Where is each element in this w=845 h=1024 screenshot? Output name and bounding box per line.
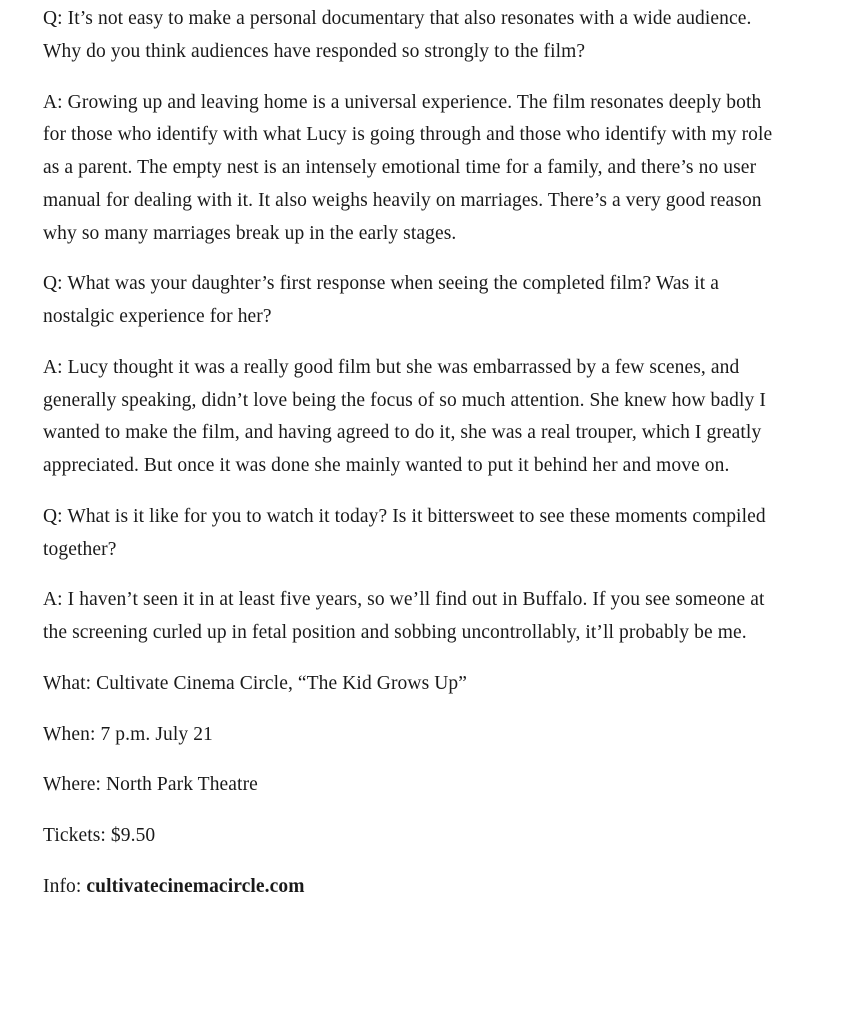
qa-answer-2: A: Lucy thought it was a really good film but she was embarrassed by a few scenes, and generally speaking, didn’t love being the focus of so much attention. She knew how badly I wanted to make the film, and having agreed to do it, she was a real trouper, which I greatly appreciated. But once it was done she mainly wanted to put it behind her and move on. — [43, 356, 766, 476]
qa-answer-1: A: Growing up and leaving home is a universal experience. The film resonates deeply both for those who identify with what Lucy is going through and those who identify with my role as a parent. The empty nest is an intensely emotional time for a family, and there’s no user manual for dealing with it. It also weighs heavily on marriages. There’s a very good reason why so many marriages break up in the early stages. — [43, 91, 773, 244]
event-info-line — [43, 871, 779, 904]
event-tickets-line: Tickets: $9.50 — [43, 825, 156, 846]
info-link[interactable]: cultivatecinemacircle.com — [86, 875, 305, 897]
qa-answer-3: A: I haven’t seen it in at least five years, so we’ll find out in Buffalo. If you see someone at the screening curled up in fetal position and sobbing uncontrollably, it’ll probably be me. — [43, 589, 765, 643]
qa-question-2: Q: What was your daughter’s first response when seeing the completed film? Was it a nostalgic experience for her? — [43, 273, 720, 327]
event-when-line: When: 7 p.m. July 21 — [43, 723, 213, 745]
qa-question-3: Q: What is it like for you to watch it today? Is it bittersweet to see these moments compiled together? — [43, 505, 766, 560]
qa-question-1: Q: It’s not easy to make a personal documentary that also resonates with a wide audience. Why do you think audiences have responded so strongly to the film? — [43, 8, 752, 62]
event-what-line: What: Cultivate Cinema Circle, “The Kid Grows Up” — [43, 672, 468, 694]
info-label: Info: — [43, 875, 87, 897]
event-where-line: Where: North Park Theatre — [43, 774, 258, 796]
